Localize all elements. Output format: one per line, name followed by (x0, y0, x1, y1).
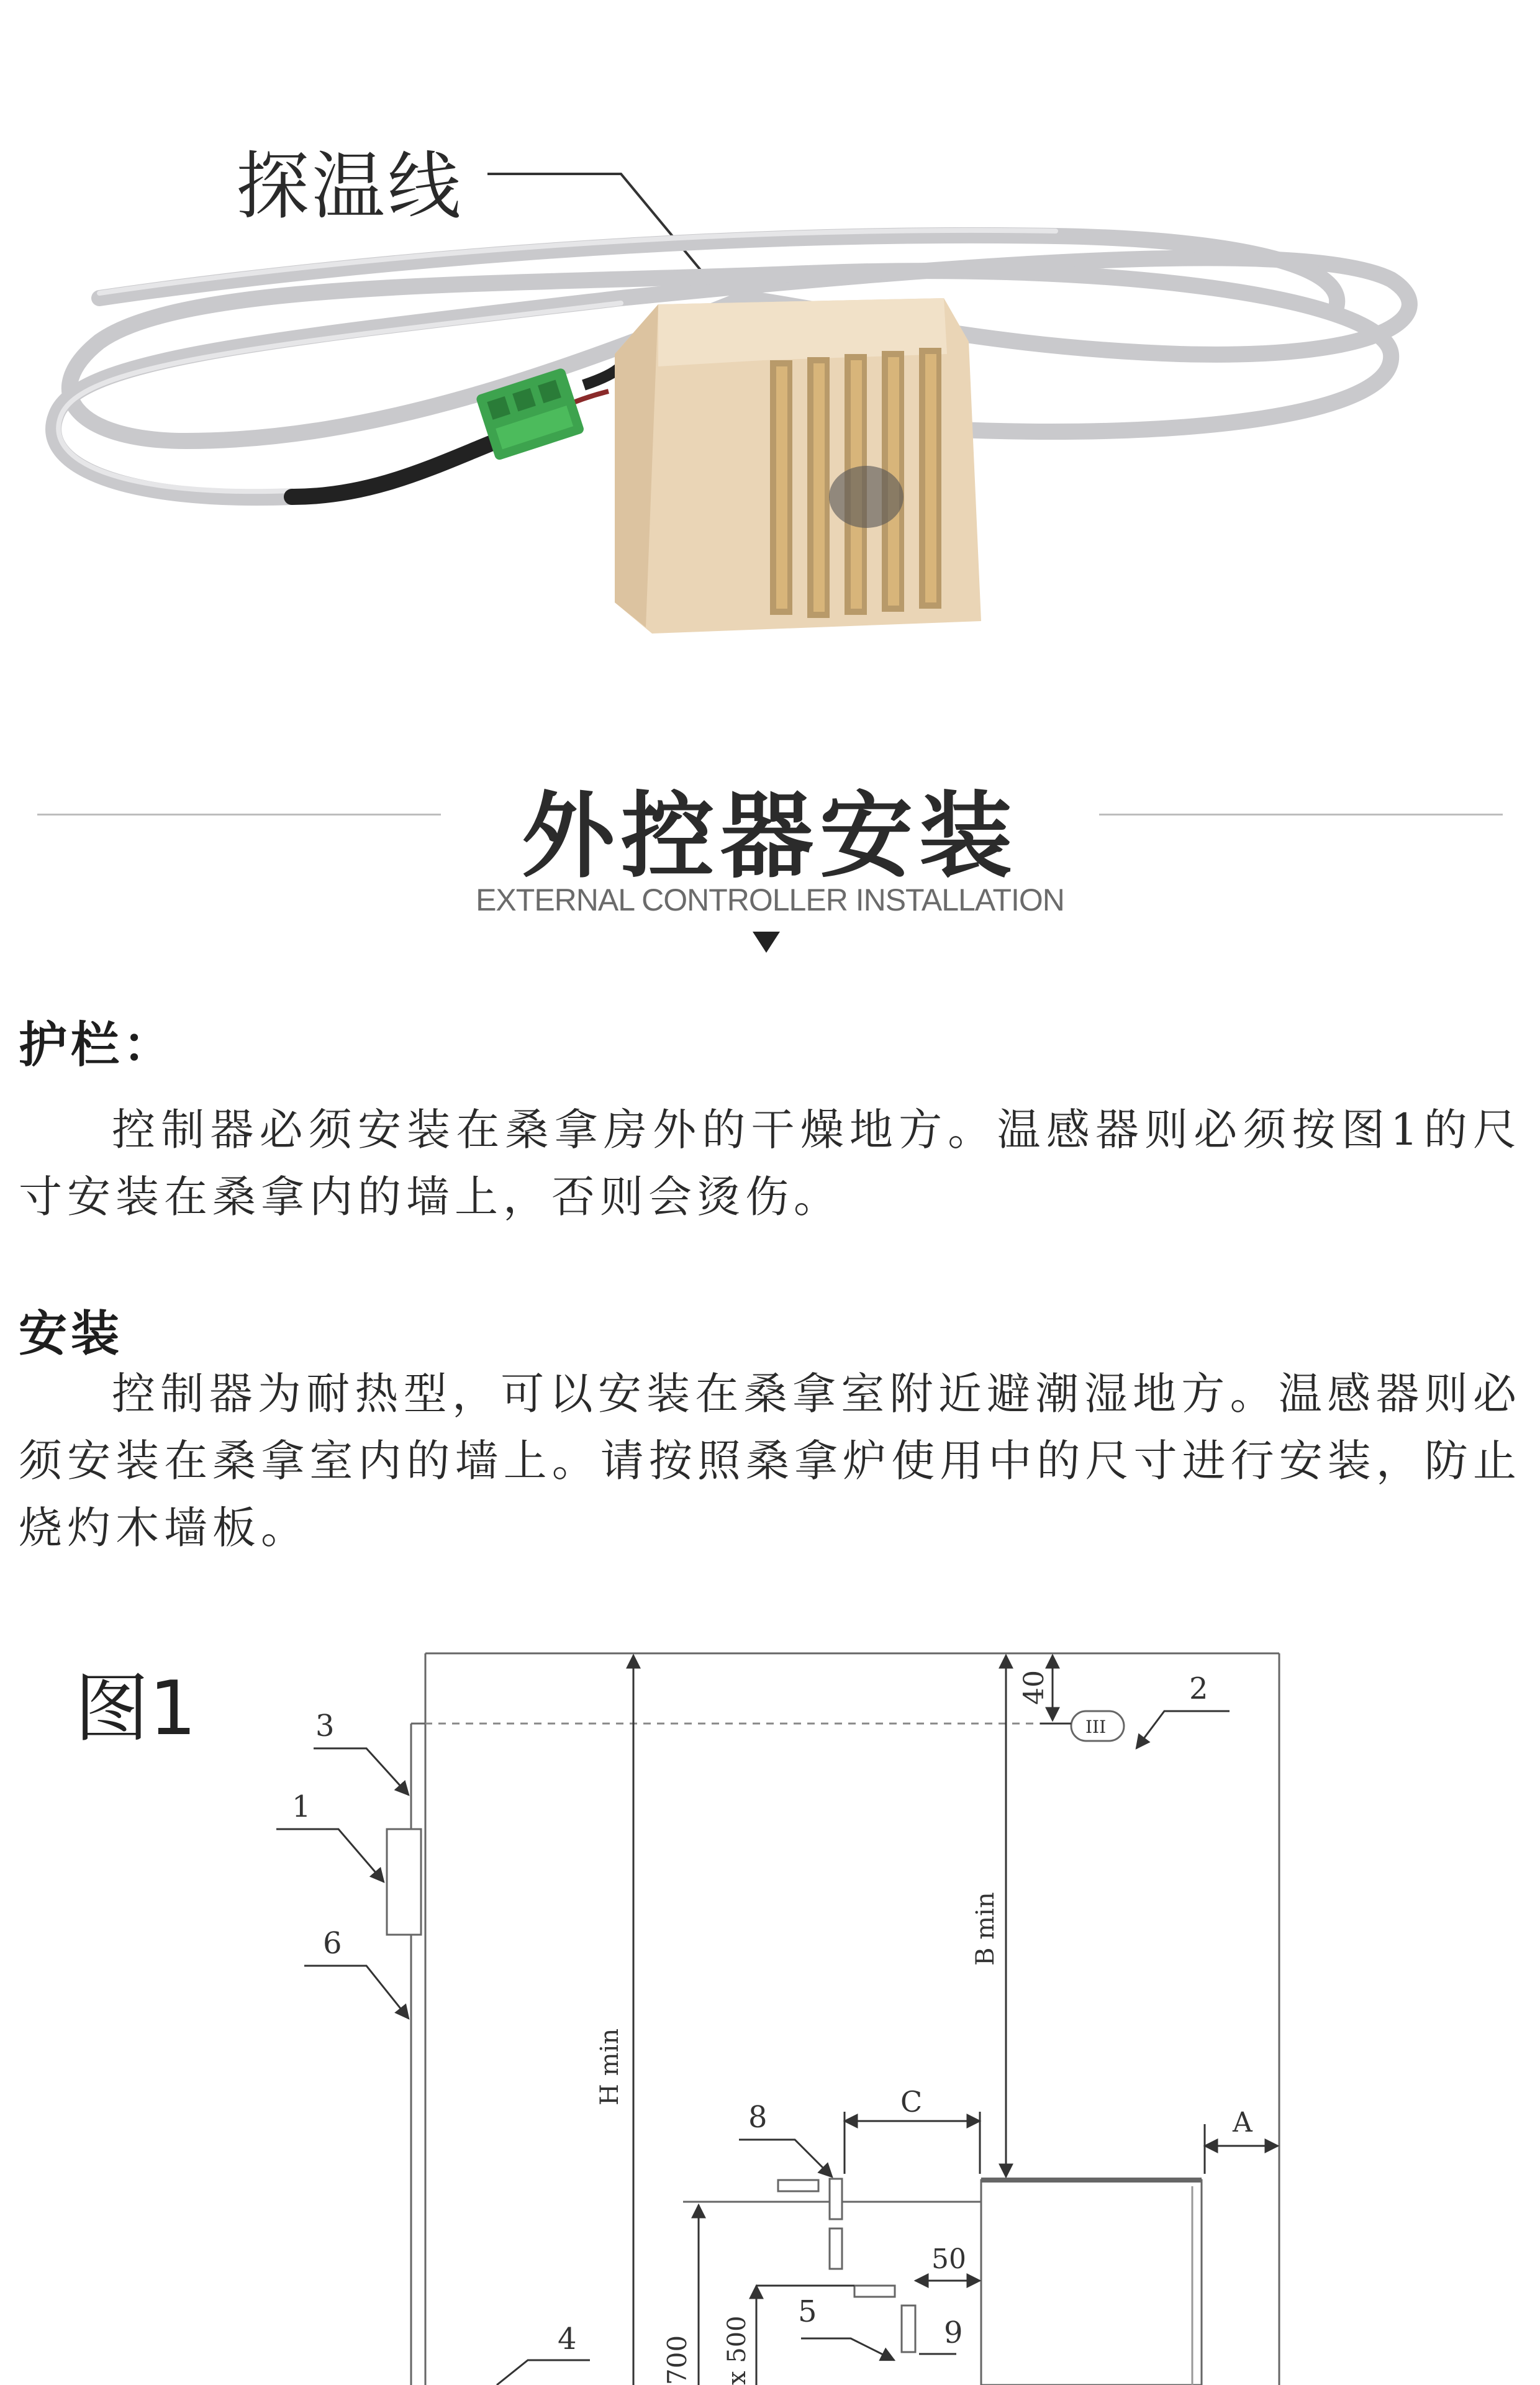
figure-title: 图1 (75, 1666, 197, 1752)
dim-a: A (1233, 2107, 1252, 2138)
callout-4: 4 (558, 2322, 577, 2356)
callout-line (487, 174, 711, 283)
dim-500: x 500 (723, 2315, 751, 2385)
dim-700: 700 (662, 2335, 692, 2385)
section-subtitle: EXTERNAL CONTROLLER INSTALLATION (476, 883, 1064, 917)
callout-9: 9 (944, 2315, 963, 2350)
sensor-housing (615, 298, 981, 634)
heater (981, 2180, 1202, 2385)
probe-cable-label: 探温线 (236, 143, 464, 229)
section-title: 外控器安装 (521, 783, 1018, 891)
callout-8: 8 (748, 2100, 768, 2135)
down-arrow-icon (753, 932, 780, 953)
callout-5: 5 (798, 2294, 817, 2329)
sensor-mark: III (1085, 1717, 1107, 1737)
sensor-photo (0, 93, 1540, 640)
callout-6: 6 (323, 1926, 342, 1961)
controller-box (387, 1829, 421, 1935)
black-wire (292, 441, 497, 497)
callout-3: 3 (315, 1709, 335, 1743)
guard-heading: 护栏： (19, 1017, 176, 1073)
dim-b-min: B min (971, 1892, 1000, 1966)
dim-40: 40 (1018, 1670, 1050, 1705)
install-paragraph: 控制器为耐热型，可以安装在桑拿室附近避潮湿地方。温感器则必须安装在桑拿室内的墙上。请按照桑拿炉使用中的尺寸进行安装，防止烧灼木墙板。 (19, 1368, 1521, 1553)
installation-diagram (0, 1615, 1540, 2385)
callout-2: 2 (1189, 1671, 1208, 1706)
guard-paragraph: 控制器必须安装在桑拿房外的干燥地方。温感器则必须按图1的尺寸安装在桑拿内的墙上，否则会烫伤。 (19, 1104, 1521, 1222)
callout-1: 1 (292, 1789, 311, 1824)
dim-50: 50 (931, 2243, 966, 2275)
dim-h-min: H min (596, 2028, 624, 2106)
install-heading: 安装 (19, 1306, 124, 1362)
dim-c: C (900, 2085, 923, 2119)
